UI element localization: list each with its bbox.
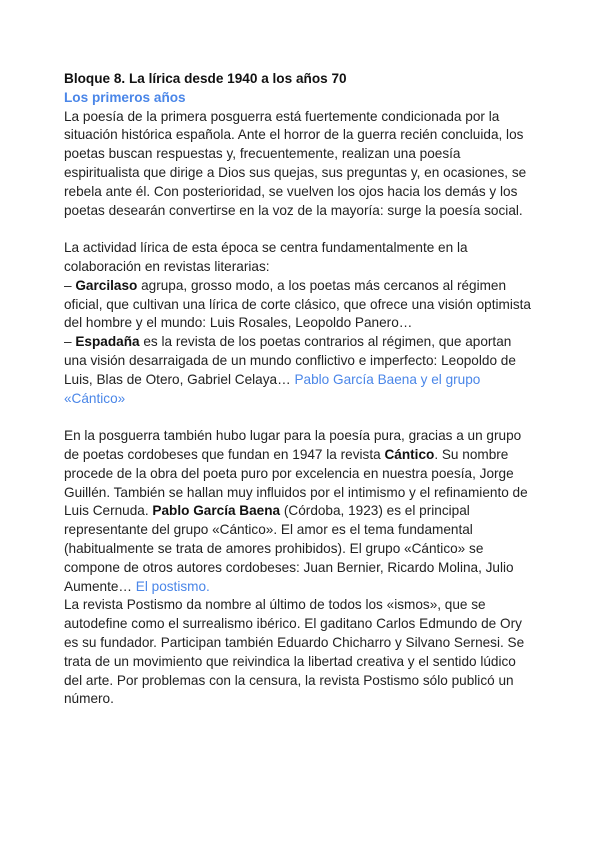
paragraph-postismo: La revista Postismo da nombre al último de todos los «ismos», que se autodefine como el surrealismo ibérico. El gaditano Carlos Edmundo de Ory es su fundador. Participan también Eduardo Chicharro y Silvano Sernesi. Se trata de un movimiento que reivindica la libertad creativa y el sentido lúdico del arte. Por problemas con la censura, la revista Postismo sólo publicó un número. — [64, 597, 525, 707]
document-title: Bloque 8. La lírica desde 1940 a los años 70 — [64, 71, 347, 86]
bold-cantico: Cántico — [384, 446, 435, 462]
spacer — [64, 408, 534, 427]
paragraph-intro: La poesía de la primera posguerra está fuertemente condicionada por la situación histórica española. Ante el horror de la guerra recién concluida, los poetas buscan respuestas y, frecuentemente, realizan una poesía espiritualista que dirige a Dios sus quejas, sus preguntas y, en ocasiones, se rebela ante él. Con posterioridad, se vuelven los ojos hacia los demás y los poetas desearán convertirse en la voz de la mayoría: surge la poesía social. — [64, 108, 527, 218]
paragraph-text: En la posguerra también hubo lugar para la poesía pura, gracias a un grupo de poetas cordobeses que fundan en 1947 la revista — [64, 428, 522, 462]
paragraph-cantico — [64, 427, 534, 596]
list-item-text: agrupa, grosso modo, a los poetas más cercanos al régimen oficial, que cultivan una lírica de corte clásico, que ofrece una visión optimista del hombre y el mundo: Luis Rosales, Leopoldo Panero… — [64, 277, 531, 331]
link-postismo[interactable]: El postismo. — [135, 578, 210, 594]
paragraph-text: La actividad lírica de esta época se centra fundamentalmente en la colaboración en revistas literarias: — [64, 240, 468, 274]
paragraph-text: (Córdoba, 1923) es el principal representante del grupo «Cántico». El amor es el tema fundamental (habitualmente se trata de amores prohibidos). El grupo «Cántico» se compone de otros autores cordobeses: Juan Bernier, Ricardo Molina, Julio Aumente… — [64, 503, 514, 594]
paragraph-magazines — [64, 239, 534, 408]
link-cantico[interactable]: Pablo García Baena y el grupo «Cántico» — [64, 371, 481, 406]
list-dash: – — [64, 277, 76, 293]
list-dash: – — [64, 334, 76, 350]
spacer — [64, 220, 534, 239]
list-item-text: es la revista de los poetas contrarios al régimen, que aportan una visión desarraigada de un mundo conflictivo e imperfecto: Leopoldo de Luis, Blas de Otero, Gabriel Celaya… — [64, 334, 516, 387]
paragraph-text: . Su nombre procede de la obra del poeta puro por excelencia en nuestra poesía, Jorge Guillén. También se hallan muy influidos por el intimismo y el refinamiento de Luis Cernuda. — [64, 446, 528, 519]
document-page — [64, 70, 534, 709]
magazine-name-garcilaso: Garcilaso — [75, 277, 138, 293]
bold-author: Pablo García Baena — [152, 503, 281, 519]
section-heading: Los primeros años — [64, 89, 186, 105]
magazine-name-espadana: Espadaña — [75, 334, 140, 350]
